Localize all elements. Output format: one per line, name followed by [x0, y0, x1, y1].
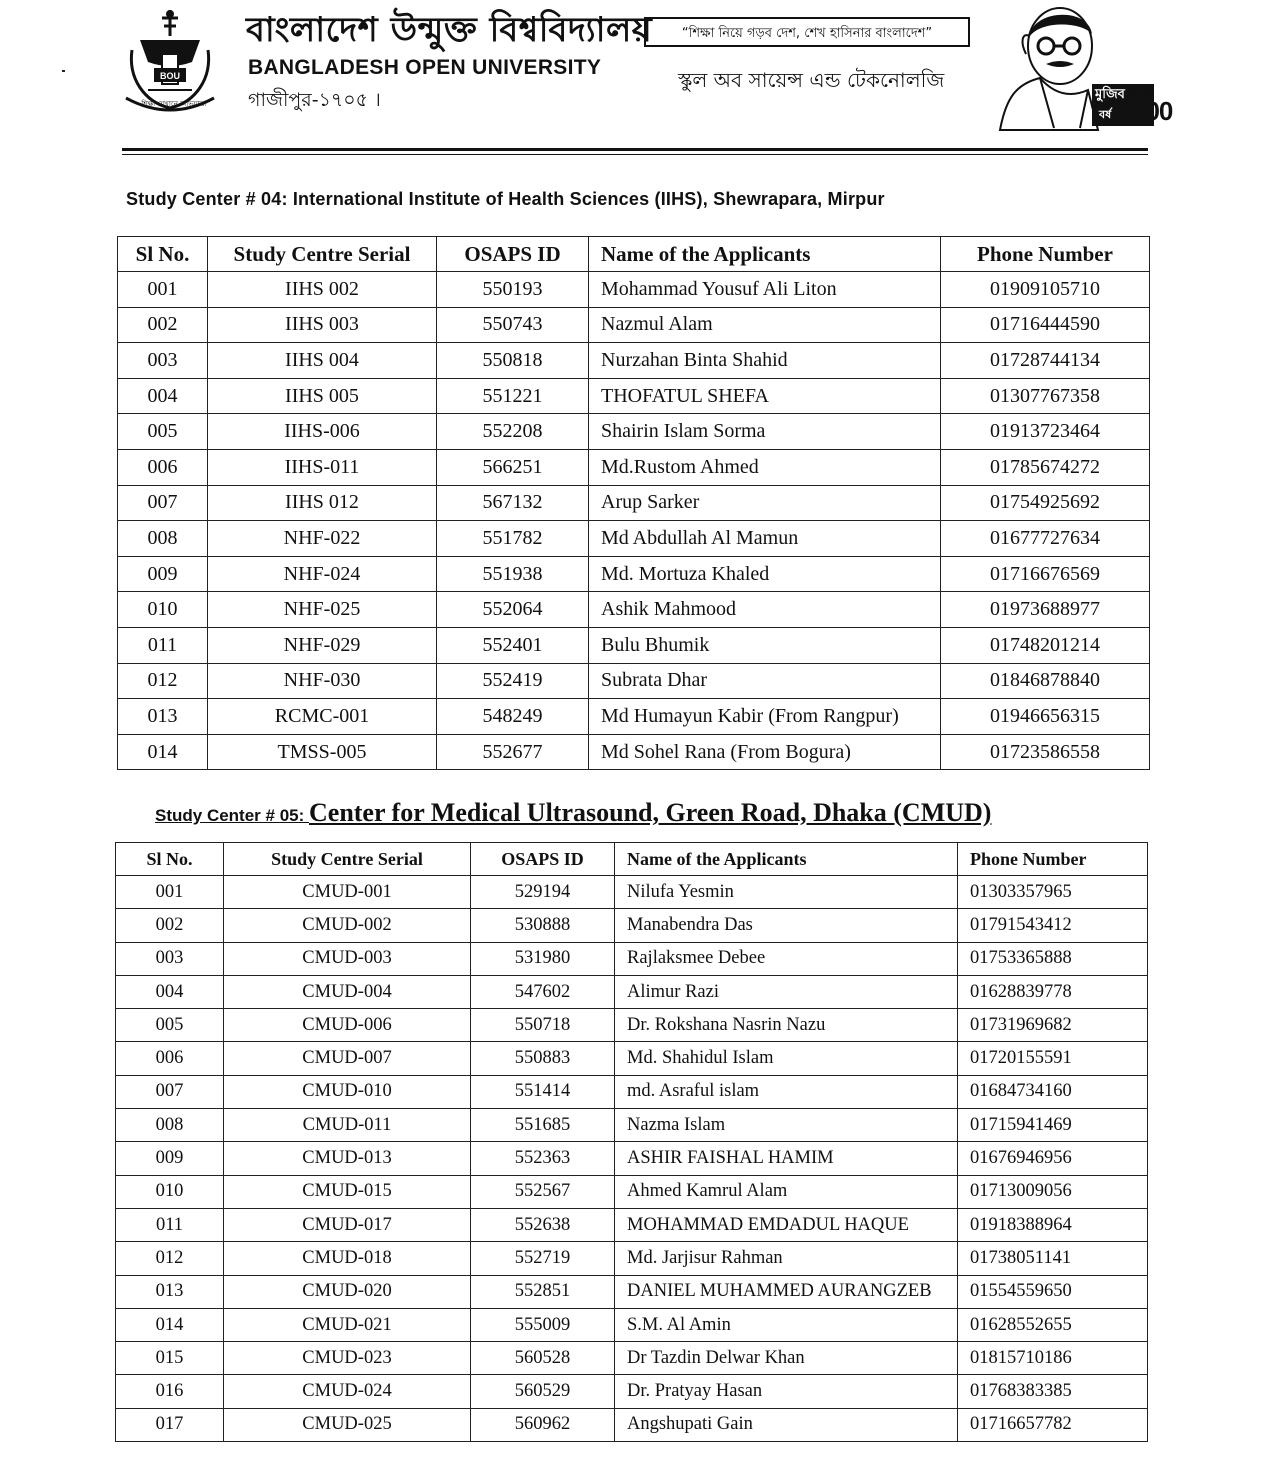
mujib-label: মুজিব [1095, 87, 1125, 102]
cell-sl-no: 006 [116, 1042, 224, 1075]
cell-osaps-id: 567132 [437, 485, 589, 521]
cell-applicant-name: Md. Mortuza Khaled [589, 556, 941, 592]
cell-study-centre-serial: IIHS 004 [208, 343, 437, 379]
column-header-phone-number: Phone Number [958, 843, 1148, 876]
cell-osaps-id: 550743 [437, 307, 589, 343]
cell-applicant-name: Rajlaksmee Debee [615, 942, 958, 975]
cell-study-centre-serial: CMUD-015 [224, 1175, 471, 1208]
cell-osaps-id: 552208 [437, 414, 589, 450]
section-title-prefix: Study Center # 05: [155, 806, 309, 825]
cell-applicant-name: Bulu Bhumik [589, 627, 941, 663]
applicants-table-iihs [117, 236, 1150, 770]
table-row [116, 1275, 1148, 1308]
cell-applicant-name: Md. Shahidul Islam [615, 1042, 958, 1075]
cell-sl-no: 009 [118, 556, 208, 592]
cell-sl-no: 004 [116, 975, 224, 1008]
cell-phone-number: 01738051141 [958, 1242, 1148, 1275]
table-row [116, 1375, 1148, 1408]
cell-osaps-id: 552567 [471, 1175, 615, 1208]
column-header-study-centre-serial: Study Centre Serial [224, 843, 471, 876]
cell-applicant-name: Arup Sarker [589, 485, 941, 521]
cell-study-centre-serial: IIHS 003 [208, 307, 437, 343]
table-row [118, 627, 1150, 663]
table-row [118, 592, 1150, 628]
cell-sl-no: 012 [118, 663, 208, 699]
cell-phone-number: 01554559650 [958, 1275, 1148, 1308]
cell-applicant-name: Md Abdullah Al Mamun [589, 521, 941, 557]
cell-osaps-id: 552719 [471, 1242, 615, 1275]
cell-phone-number: 01754925692 [941, 485, 1150, 521]
header-rule-thick [122, 148, 1148, 151]
cell-study-centre-serial: IIHS-011 [208, 449, 437, 485]
cell-applicant-name: Subrata Dhar [589, 663, 941, 699]
cell-sl-no: 016 [116, 1375, 224, 1408]
cell-applicant-name: Ashik Mahmood [589, 592, 941, 628]
column-header-osaps-id: OSAPS ID [437, 237, 589, 272]
cell-sl-no: 007 [118, 485, 208, 521]
table-row [116, 1242, 1148, 1275]
cell-study-centre-serial: CMUD-001 [224, 876, 471, 909]
cell-applicant-name: Nazma Islam [615, 1109, 958, 1142]
cell-osaps-id: 551221 [437, 378, 589, 414]
cell-sl-no: 001 [118, 272, 208, 308]
cell-osaps-id: 547602 [471, 975, 615, 1008]
cell-study-centre-serial: CMUD-011 [224, 1109, 471, 1142]
table-body [116, 876, 1148, 1442]
cell-sl-no: 006 [118, 449, 208, 485]
cell-applicant-name: Nilufa Yesmin [615, 876, 958, 909]
table-row [116, 1208, 1148, 1241]
cell-sl-no: 012 [116, 1242, 224, 1275]
cell-osaps-id: 548249 [437, 699, 589, 735]
cell-phone-number: 01728744134 [941, 343, 1150, 379]
cell-phone-number: 01768383385 [958, 1375, 1148, 1408]
cell-sl-no: 015 [116, 1342, 224, 1375]
table-row [116, 1042, 1148, 1075]
cell-sl-no: 017 [116, 1408, 224, 1441]
table-row [116, 876, 1148, 909]
cell-applicant-name: Md.Rustom Ahmed [589, 449, 941, 485]
cell-applicant-name: Md. Jarjisur Rahman [615, 1242, 958, 1275]
cell-osaps-id: 552419 [437, 663, 589, 699]
cell-osaps-id: 551685 [471, 1109, 615, 1142]
table-row [118, 307, 1150, 343]
table-row [116, 975, 1148, 1008]
cell-sl-no: 005 [116, 1009, 224, 1042]
university-name-en: BANGLADESH OPEN UNIVERSITY [248, 56, 602, 79]
cell-phone-number: 01716444590 [941, 307, 1150, 343]
cell-phone-number: 01715941469 [958, 1109, 1148, 1142]
cell-osaps-id: 560962 [471, 1408, 615, 1441]
column-header-study-centre-serial: Study Centre Serial [208, 237, 437, 272]
table-row [118, 521, 1150, 557]
cell-study-centre-serial: CMUD-007 [224, 1042, 471, 1075]
cell-osaps-id: 551782 [437, 521, 589, 557]
cell-osaps-id: 550818 [437, 343, 589, 379]
cell-study-centre-serial: NHF-025 [208, 592, 437, 628]
cell-sl-no: 011 [118, 627, 208, 663]
column-header-applicant-name: Name of the Applicants [589, 237, 941, 272]
cell-phone-number: 01791543412 [958, 909, 1148, 942]
cell-osaps-id: 550883 [471, 1042, 615, 1075]
cell-phone-number: 01676946956 [958, 1142, 1148, 1175]
cell-osaps-id: 552401 [437, 627, 589, 663]
university-name-bn: বাংলাদেশ উন্মুক্ত বিশ্ববিদ্যালয় [246, 10, 653, 50]
table-row [116, 1408, 1148, 1441]
cell-phone-number: 01628552655 [958, 1308, 1148, 1341]
table-row [118, 556, 1150, 592]
cell-applicant-name: Alimur Razi [615, 975, 958, 1008]
university-address: গাজীপুর-১৭০৫ । [248, 89, 381, 111]
cell-osaps-id: 530888 [471, 909, 615, 942]
cell-study-centre-serial: NHF-024 [208, 556, 437, 592]
speck [62, 70, 65, 72]
cell-phone-number: 01785674272 [941, 449, 1150, 485]
table-row [118, 449, 1150, 485]
column-header-sl-no: Sl No. [118, 237, 208, 272]
table-row [116, 1009, 1148, 1042]
table-header [116, 843, 1148, 876]
cell-applicant-name: S.M. Al Amin [615, 1308, 958, 1341]
cell-applicant-name: Shairin Islam Sorma [589, 414, 941, 450]
cell-sl-no: 009 [116, 1142, 224, 1175]
cell-sl-no: 001 [116, 876, 224, 909]
cell-applicant-name: THOFATUL SHEFA [589, 378, 941, 414]
cell-applicant-name: Md Humayun Kabir (From Rangpur) [589, 699, 941, 735]
cell-applicant-name: Md Sohel Rana (From Bogura) [589, 734, 941, 770]
cell-applicant-name: MOHAMMAD EMDADUL HAQUE [615, 1208, 958, 1241]
cell-applicant-name: Nazmul Alam [589, 307, 941, 343]
cell-phone-number: 01846878840 [941, 663, 1150, 699]
table-row [116, 1308, 1148, 1341]
cell-osaps-id: 529194 [471, 876, 615, 909]
cell-sl-no: 005 [118, 414, 208, 450]
cell-study-centre-serial: CMUD-020 [224, 1275, 471, 1308]
cell-osaps-id: 555009 [471, 1308, 615, 1341]
cell-study-centre-serial: CMUD-002 [224, 909, 471, 942]
cell-sl-no: 008 [118, 521, 208, 557]
cell-study-centre-serial: CMUD-021 [224, 1308, 471, 1341]
table-row [118, 272, 1150, 308]
cell-applicant-name: Nurzahan Binta Shahid [589, 343, 941, 379]
cell-study-centre-serial: IIHS-006 [208, 414, 437, 450]
cell-applicant-name: Dr Tazdin Delwar Khan [615, 1342, 958, 1375]
cell-osaps-id: 551414 [471, 1075, 615, 1108]
cell-study-centre-serial: CMUD-013 [224, 1142, 471, 1175]
cell-osaps-id: 560529 [471, 1375, 615, 1408]
table-row [118, 734, 1150, 770]
cell-phone-number: 01303357965 [958, 876, 1148, 909]
cell-osaps-id: 551938 [437, 556, 589, 592]
cell-sl-no: 008 [116, 1109, 224, 1142]
header-rule-thin [122, 154, 1148, 155]
cell-sl-no: 010 [116, 1175, 224, 1208]
cell-study-centre-serial: IIHS 002 [208, 272, 437, 308]
section-title-study-center-04: Study Center # 04: International Institute of Health Sciences (IIHS), Shewrapara, Mirpur [126, 189, 885, 209]
column-header-sl-no: Sl No. [116, 843, 224, 876]
section-title-main: Center for Medical Ultrasound, Green Road, Dhaka (CMUD) [309, 798, 992, 827]
column-header-osaps-id: OSAPS ID [471, 843, 615, 876]
cell-osaps-id: 550193 [437, 272, 589, 308]
table-row [118, 663, 1150, 699]
cell-phone-number: 01716657782 [958, 1408, 1148, 1441]
cell-sl-no: 004 [118, 378, 208, 414]
cell-phone-number: 01684734160 [958, 1075, 1148, 1108]
cell-study-centre-serial: RCMC-001 [208, 699, 437, 735]
cell-phone-number: 01973688977 [941, 592, 1150, 628]
mujib-borsho-label: বর্ষ [1099, 108, 1112, 121]
cell-osaps-id: 552638 [471, 1208, 615, 1241]
cell-study-centre-serial: NHF-029 [208, 627, 437, 663]
cell-study-centre-serial: NHF-030 [208, 663, 437, 699]
cell-study-centre-serial: CMUD-004 [224, 975, 471, 1008]
cell-osaps-id: 531980 [471, 942, 615, 975]
cell-phone-number: 01677727634 [941, 521, 1150, 557]
cell-study-centre-serial: IIHS 005 [208, 378, 437, 414]
cell-applicant-name: Dr. Rokshana Nasrin Nazu [615, 1009, 958, 1042]
cell-sl-no: 013 [118, 699, 208, 735]
table-row [116, 1342, 1148, 1375]
table-row [116, 1142, 1148, 1175]
cell-osaps-id: 552363 [471, 1142, 615, 1175]
mujib-en-label: MUJIB [1126, 86, 1153, 96]
cell-sl-no: 014 [118, 734, 208, 770]
cell-phone-number: 01815710186 [958, 1342, 1148, 1375]
cell-sl-no: 003 [116, 942, 224, 975]
cell-applicant-name: Manabendra Das [615, 909, 958, 942]
cell-study-centre-serial: CMUD-024 [224, 1375, 471, 1408]
cell-phone-number: 01723586558 [941, 734, 1150, 770]
table-row [116, 942, 1148, 975]
cell-phone-number: 01918388964 [958, 1208, 1148, 1241]
cell-phone-number: 01713009056 [958, 1175, 1148, 1208]
column-header-phone-number: Phone Number [941, 237, 1150, 272]
school-name: স্কুল অব সায়েন্স এন্ড টেকনোলজি [678, 68, 945, 92]
table-row [116, 1109, 1148, 1142]
section-title-study-center-05 [155, 798, 991, 828]
mujib-100-label: 100 [1132, 96, 1173, 126]
logo-ribbon: শিক্ষা যেখানে অভিযাত্রা [141, 100, 207, 108]
cell-phone-number: 01748201214 [941, 627, 1150, 663]
cell-study-centre-serial: CMUD-023 [224, 1342, 471, 1375]
cell-applicant-name: md. Asraful islam [615, 1075, 958, 1108]
cell-phone-number: 01753365888 [958, 942, 1148, 975]
table-row [116, 909, 1148, 942]
table-header [118, 237, 1150, 272]
cell-study-centre-serial: CMUD-010 [224, 1075, 471, 1108]
cell-phone-number: 01909105710 [941, 272, 1150, 308]
cell-osaps-id: 552851 [471, 1275, 615, 1308]
cell-osaps-id: 560528 [471, 1342, 615, 1375]
cell-study-centre-serial: CMUD-006 [224, 1009, 471, 1042]
table-body [118, 272, 1150, 770]
cell-study-centre-serial: CMUD-003 [224, 942, 471, 975]
cell-sl-no: 002 [118, 307, 208, 343]
table-row [116, 1175, 1148, 1208]
cell-sl-no: 007 [116, 1075, 224, 1108]
cell-study-centre-serial: CMUD-017 [224, 1208, 471, 1241]
column-header-applicant-name: Name of the Applicants [615, 843, 958, 876]
table-row [118, 378, 1150, 414]
cell-applicant-name: Dr. Pratyay Hasan [615, 1375, 958, 1408]
cell-osaps-id: 566251 [437, 449, 589, 485]
cell-sl-no: 014 [116, 1308, 224, 1341]
cell-osaps-id: 550718 [471, 1009, 615, 1042]
table-row [118, 343, 1150, 379]
cell-applicant-name: ASHIR FAISHAL HAMIM [615, 1142, 958, 1175]
cell-osaps-id: 552064 [437, 592, 589, 628]
cell-sl-no: 011 [116, 1208, 224, 1241]
cell-sl-no: 013 [116, 1275, 224, 1308]
table-row [118, 414, 1150, 450]
cell-sl-no: 003 [118, 343, 208, 379]
cell-study-centre-serial: CMUD-018 [224, 1242, 471, 1275]
cell-phone-number: 01731969682 [958, 1009, 1148, 1042]
cell-phone-number: 01720155591 [958, 1042, 1148, 1075]
cell-osaps-id: 552677 [437, 734, 589, 770]
applicants-table-cmud [115, 842, 1148, 1442]
cell-study-centre-serial: IIHS 012 [208, 485, 437, 521]
cell-study-centre-serial: TMSS-005 [208, 734, 437, 770]
cell-study-centre-serial: CMUD-025 [224, 1408, 471, 1441]
table-row [116, 1075, 1148, 1108]
slogan-box: “শিক্ষা নিয়ে গড়ব দেশ, শেখ হাসিনার বাংলাদেশ” [644, 17, 970, 47]
logo-text: BOU [160, 71, 180, 81]
cell-applicant-name: DANIEL MUHAMMED AURANGZEB [615, 1275, 958, 1308]
cell-applicant-name: Ahmed Kamrul Alam [615, 1175, 958, 1208]
cell-study-centre-serial: NHF-022 [208, 521, 437, 557]
table-row [118, 485, 1150, 521]
cell-phone-number: 01913723464 [941, 414, 1150, 450]
cell-applicant-name: Angshupati Gain [615, 1408, 958, 1441]
cell-applicant-name: Mohammad Yousuf Ali Liton [589, 272, 941, 308]
table-row [118, 699, 1150, 735]
cell-phone-number: 01307767358 [941, 378, 1150, 414]
cell-phone-number: 01628839778 [958, 975, 1148, 1008]
cell-phone-number: 01716676569 [941, 556, 1150, 592]
cell-sl-no: 002 [116, 909, 224, 942]
cell-sl-no: 010 [118, 592, 208, 628]
cell-phone-number: 01946656315 [941, 699, 1150, 735]
